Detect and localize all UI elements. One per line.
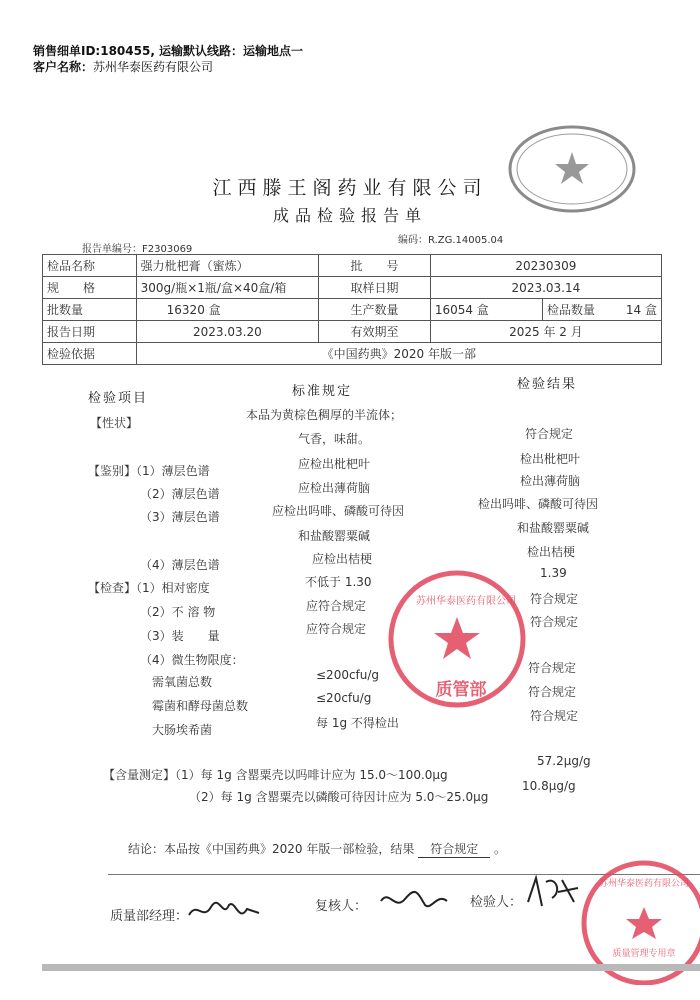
- spec-label: 规 格: [43, 277, 137, 299]
- column-result: 检验结果: [517, 377, 578, 392]
- batch-label: 批 号: [319, 255, 431, 277]
- row-standard: 气香，味甜。: [298, 432, 371, 446]
- row-standard: 应检出吗啡、磷酸可待因: [272, 504, 405, 518]
- batch-qty-label: 批数量: [43, 299, 137, 321]
- name-label: 检品名称: [43, 255, 137, 277]
- test-qty-value: 14 盒: [625, 303, 657, 317]
- seal-text: 苏州华泰医药有限公司: [416, 596, 516, 607]
- row-result: 符合规定: [525, 427, 574, 441]
- row-result: 和盐酸罂粟碱: [517, 521, 590, 535]
- test-qty-label: 检品数量: [546, 303, 595, 317]
- row-item: 需氧菌总数: [152, 675, 213, 689]
- batch-value: 20230309: [430, 255, 661, 277]
- inspector-label: 检验人：: [470, 895, 523, 910]
- row-result: 检出薄荷脑: [520, 474, 581, 488]
- row-standard: 应符合规定: [306, 622, 367, 636]
- basis-label: 检验依据: [43, 343, 137, 365]
- row-result: 检出吗啡、磷酸可待因: [478, 497, 599, 511]
- row-item: 【性状】: [90, 416, 139, 430]
- report-title: 成品检验报告单: [272, 206, 427, 225]
- row-standard: 应检出薄荷脑: [298, 481, 371, 495]
- row-standard: 应检出桔梗: [312, 552, 373, 566]
- code-number: 编码：R.ZG.14005.04: [398, 235, 504, 246]
- row-item: （3）装 量: [140, 629, 220, 643]
- batch-qty-value: 16320 盒: [136, 299, 318, 321]
- row-standard: ≤20cfu/g: [316, 691, 372, 705]
- basis-value: 《中国药典》2020 年版一部: [136, 343, 661, 365]
- assay-value-2: 10.8μg/g: [522, 779, 576, 793]
- corner-seal-sub: 质量管理专用章: [612, 949, 676, 959]
- row-standard: 应检出枇杷叶: [298, 457, 371, 471]
- sample-date-label: 取样日期: [319, 277, 431, 299]
- assay-line-2: （2）每 1g 含罂粟壳以磷酸可待因计应为 5.0～25.0μg: [189, 790, 489, 804]
- column-item: 检验项目: [88, 391, 149, 406]
- row-result: 符合规定: [528, 685, 577, 699]
- customer-line: 客户名称：苏州华泰医药有限公司: [33, 60, 214, 74]
- spec-value: 300g/瓶×1瓶/盒×40盒/箱: [136, 277, 318, 299]
- report-number: 报告单编号：F2303069: [82, 244, 193, 255]
- order-line: 销售细单ID:180455, 运输默认线路：运输地点一: [33, 44, 304, 58]
- qa-manager-signature: [185, 893, 265, 927]
- sample-date-value: 2023.03.14: [430, 277, 661, 299]
- row-standard: ≤200cfu/g: [316, 668, 380, 682]
- row-item: 【检查】（1）相对密度: [88, 581, 210, 595]
- row-result: 检出桔梗: [527, 545, 576, 559]
- inspector-signature: [522, 872, 582, 912]
- row-item: 大肠埃希菌: [152, 723, 213, 737]
- conclusion: [128, 840, 506, 858]
- reviewer-signature: [375, 883, 455, 917]
- prod-qty-value: 16054 盒: [430, 299, 542, 321]
- company-title: 江西滕王阁药业有限公司: [212, 177, 488, 199]
- valid-value: 2025 年 2 月: [430, 321, 661, 343]
- conclusion-result: 符合规定: [418, 840, 490, 858]
- row-item: （4）薄层色谱: [140, 558, 220, 572]
- valid-label: 有效期至: [319, 321, 431, 343]
- bottom-scan-bar: [42, 964, 700, 971]
- report-date-label: 报告日期: [43, 321, 137, 343]
- row-standard: 应符合规定: [306, 599, 367, 613]
- row-result: 1.39: [540, 566, 567, 580]
- conclusion-text: 结论：本品按《中国药典》2020 年版一部检验，结果: [128, 842, 415, 856]
- info-table: [42, 254, 662, 365]
- assay-value-1: 57.2μg/g: [537, 754, 591, 768]
- corner-seal-text: 苏州华泰医药有限公司: [598, 879, 689, 889]
- row-standard: 本品为黄棕色稠厚的半流体；: [246, 408, 403, 422]
- prod-qty-label: 生产数量: [319, 299, 431, 321]
- row-result: 检出枇杷叶: [520, 452, 581, 466]
- report-date-value: 2023.03.20: [136, 321, 318, 343]
- row-result: 符合规定: [528, 661, 577, 675]
- row-result: 符合规定: [530, 592, 579, 606]
- row-standard: 每 1g 不得检出: [316, 716, 399, 730]
- qa-manager-label: 质量部经理：: [110, 909, 189, 924]
- name-value: 强力枇杷膏（蜜炼）: [136, 255, 318, 277]
- row-standard: 不低于 1.30: [305, 575, 372, 589]
- column-standard: 标准规定: [292, 384, 353, 399]
- conclusion-end: 。: [494, 842, 507, 856]
- row-result: 符合规定: [530, 615, 579, 629]
- row-item: （3）薄层色谱: [140, 510, 220, 524]
- row-item: （2）薄层色谱: [140, 487, 220, 501]
- test-qty-cell: [542, 299, 661, 321]
- row-item: （4）微生物限度：: [140, 653, 244, 667]
- row-item: （2）不 溶 物: [140, 605, 216, 619]
- row-result: 符合规定: [530, 709, 579, 723]
- reviewer-label: 复核人：: [315, 899, 368, 914]
- row-item: 霉菌和酵母菌总数: [152, 699, 249, 713]
- assay-line-1: 【含量测定】（1）每 1g 含罂粟壳以吗啡计应为 15.0～100.0μg: [103, 768, 448, 782]
- seal-dept: 质管部: [435, 680, 487, 700]
- row-standard: 和盐酸罂粟碱: [298, 529, 371, 543]
- row-item: 【鉴别】（1）薄层色谱: [88, 464, 210, 478]
